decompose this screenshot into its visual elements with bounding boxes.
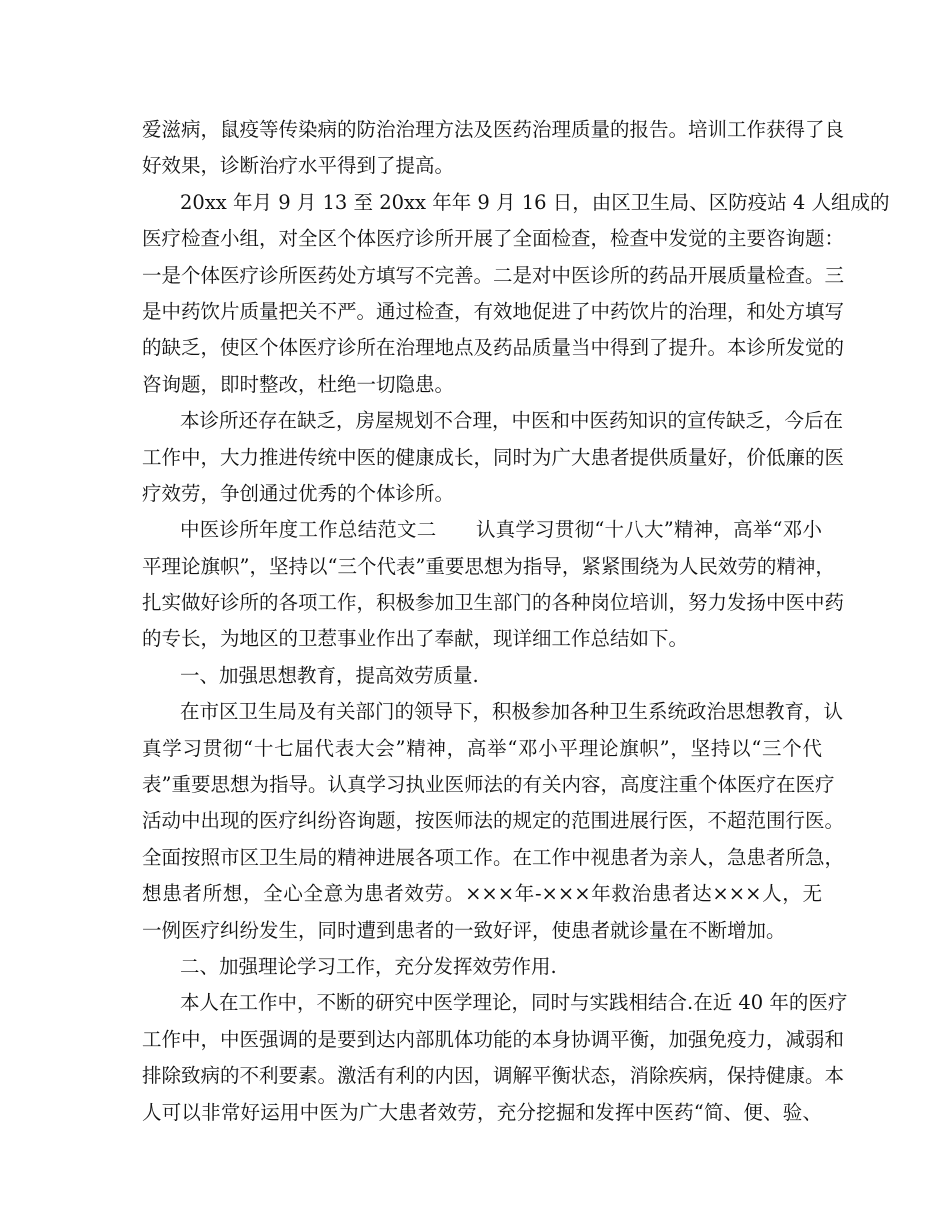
document-body bbox=[142, 112, 890, 1131]
text-line: 工作中，中医强调的是要到达内部肌体功能的本身协调平衡，加强免疫力，减弱和 bbox=[142, 1027, 845, 1051]
text-line: 表”重要思想为指导。认真学习执业医师法的有关内容，高度注重个体医疗在医疗 bbox=[142, 773, 835, 797]
text-line: 工作中，大力推进传统中医的健康成长，同时为广大患者提供质量好，价低廉的医 bbox=[142, 445, 845, 469]
text-line: 本人在工作中，不断的研究中医学理论，同时与实践相结合.在近 40 年的医疗 bbox=[180, 991, 848, 1015]
text-line: 的缺乏，使区个体医疗诊所在治理地点及药品质量当中得到了提升。本诊所发觉的 bbox=[142, 336, 845, 360]
text-line: 本诊所还存在缺乏，房屋规划不合理，中医和中医药知识的宣传缺乏，今后在 bbox=[180, 409, 844, 433]
text-line: 中医诊所年度工作总结范文二 认真学习贯彻“十八大”精神，高举“邓小 bbox=[180, 518, 822, 542]
text-line: 全面按照市区卫生局的精神进展各项工作。在工作中视患者为亲人，急患者所急， bbox=[142, 845, 845, 869]
text-line: 一例医疗纠纷发生，同时遭到患者的一致好评，使患者就诊量在不断增加。 bbox=[142, 918, 786, 942]
text-line: 好效果，诊断治疗水平得到了提高。 bbox=[142, 154, 455, 178]
text-line: 的专长，为地区的卫惹事业作出了奉献，现详细工作总结如下。 bbox=[142, 627, 689, 651]
text-line: 活动中出现的医疗纠纷咨询题，按医师法的规定的范围进展行医，不超范围行医。 bbox=[142, 809, 845, 833]
text-line: 扎实做好诊所的各项工作，积极参加卫生部门的各种岗位培训，努力发扬中医中药 bbox=[142, 591, 845, 615]
text-line: 20xx 年月 9 月 13 至 20xx 年年 9 月 16 日，由区卫生局、区防疫站 4 人组成的 bbox=[180, 190, 890, 214]
text-line: 一、加强思想教育，提高效劳质量. bbox=[180, 663, 479, 687]
text-line: 医疗检查小组，对全区个体医疗诊所开展了全面检查，检查中发觉的主要咨询题： bbox=[142, 227, 845, 251]
text-line: 疗效劳，争创通过优秀的个体诊所。 bbox=[142, 481, 455, 505]
text-line: 咨询题，即时整改，杜绝一切隐患。 bbox=[142, 372, 455, 396]
text-line: 排除致病的不利要素。激活有利的内因，调解平衡状态，消除疾病，保持健康。本 bbox=[142, 1064, 845, 1088]
text-line: 二、加强理论学习工作，充分发挥效劳作用. bbox=[180, 954, 557, 978]
text-line: 人可以非常好运用中医为广大患者效劳，充分挖掘和发挥中医药“简、便、验、 bbox=[142, 1100, 822, 1124]
text-line: 爱滋病，鼠疫等传染病的防治治理方法及医药治理质量的报告。培训工作获得了良 bbox=[142, 118, 845, 141]
text-line: 在市区卫生局及有关部门的领导下，积极参加各种卫生系统政治思想教育，认 bbox=[180, 700, 844, 724]
text-line: 真学习贯彻“十七届代表大会”精神，高举“邓小平理论旗帜”，坚持以“三个代 bbox=[142, 736, 822, 760]
text-line: 是中药饮片质量把关不严。通过检查，有效地促进了中药饮片的治理，和处方填写 bbox=[142, 299, 845, 323]
text-line: 平理论旗帜”，坚持以“三个代表”重要思想为指导，紧紧围绕为人民效劳的精神， bbox=[142, 554, 835, 578]
text-line: 想患者所想，全心全意为患者效劳。×××年-×××年救治患者达×××人，无 bbox=[142, 882, 822, 906]
text-line: 一是个体医疗诊所医药处方填写不完善。二是对中医诊所的药品开展质量检查。三 bbox=[142, 263, 845, 287]
